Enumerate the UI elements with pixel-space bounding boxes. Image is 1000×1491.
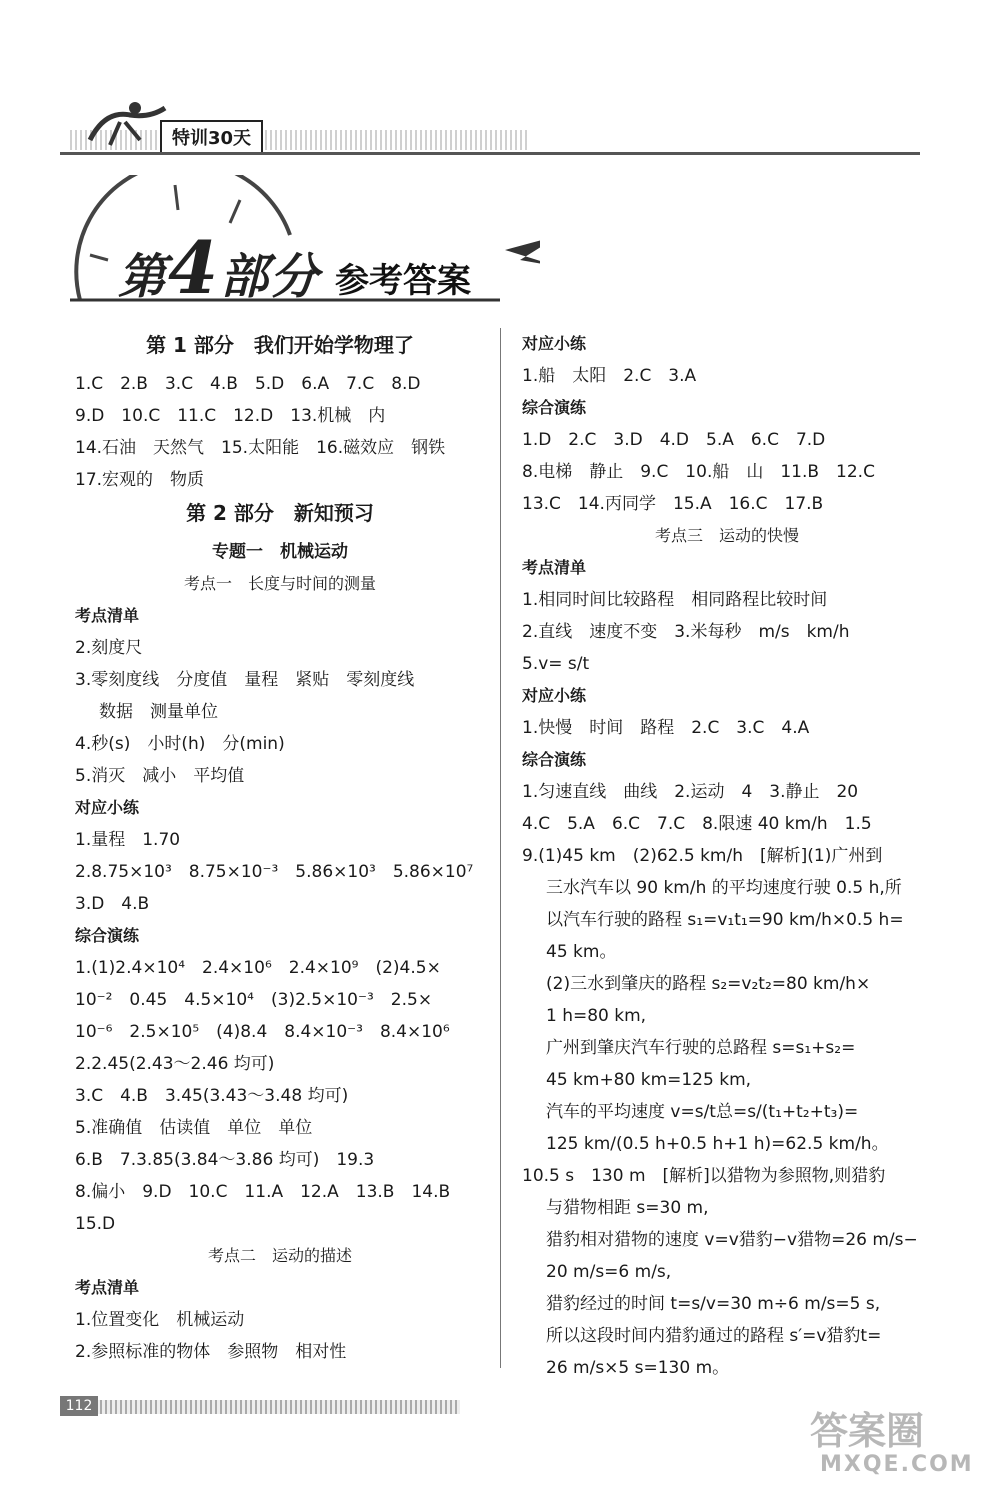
watermark-url: MXQE.COM <box>820 1452 974 1477</box>
watermark-logo: 答案圈 <box>810 1409 925 1453</box>
answer-line: 1.快慢 时间 路程 2.C 3.C 4.A <box>522 718 810 738</box>
answer-line: 2.8.75×10³ 8.75×10⁻³ 5.86×10³ 5.86×10⁷ <box>75 862 474 882</box>
answer-line: 10.5 s 130 m [解析]以猎物为参照物,则猎豹 <box>522 1166 886 1186</box>
part-heading <box>118 225 320 310</box>
answer-line: 9.D 10.C 11.C 12.D 13.机械 内 <box>75 406 386 426</box>
answer-line: 1.C 2.B 3.C 4.B 5.D 6.A 7.C 8.D <box>75 374 421 394</box>
right-column <box>522 328 932 1384</box>
answer-line: 与猎物相距 s=30 m, <box>546 1198 709 1218</box>
answer-line: 10⁻² 0.45 4.5×10⁴ (3)2.5×10⁻³ 2.5× <box>75 990 433 1010</box>
answer-line: 1.船 太阳 2.C 3.A <box>522 366 697 386</box>
part-number: 4 <box>168 225 221 310</box>
answer-line: 3.零刻度线 分度值 量程 紧贴 零刻度线 <box>75 670 415 690</box>
subsection-label: 考点清单 <box>522 558 587 577</box>
answer-line: 4.C 5.A 6.C 7.C 8.限速 40 km/h 1.5 <box>522 814 872 834</box>
answer-line: 2.直线 速度不变 3.米每秒 m/s km/h <box>522 622 850 642</box>
subsection-label: 综合演练 <box>522 398 587 417</box>
subsection-label: 对应小练 <box>522 686 587 705</box>
answer-line: 1.D 2.C 3.D 4.D 5.A 6.C 7.D <box>522 430 826 450</box>
answer-line: 1.匀速直线 曲线 2.运动 4 3.静止 20 <box>522 782 859 802</box>
answer-line: 2.刻度尺 <box>75 638 143 658</box>
answer-line: 4.秒(s) 小时(h) 分(min) <box>75 734 285 754</box>
answer-line: 1 h=80 km, <box>546 1006 647 1026</box>
runner-icon <box>80 100 170 150</box>
answer-line: 2.2.45(2.43～2.46 均可) <box>75 1054 275 1074</box>
column-divider <box>500 328 501 1368</box>
section-heading: 考点一 长度与时间的测量 <box>183 574 376 593</box>
banner-title: 参考答案 <box>335 261 471 301</box>
subsection-label: 对应小练 <box>75 798 140 817</box>
answer-line: 1.(1)2.4×10⁴ 2.4×10⁶ 2.4×10⁹ (2)4.5× <box>75 958 441 978</box>
section-heading: 第 1 部分 我们开始学物理了 <box>146 333 414 357</box>
part-prefix: 第 <box>118 249 169 305</box>
answer-line: 以汽车行驶的路程 s₁=v₁t₁=90 km/h×0.5 h= <box>546 910 904 930</box>
subsection-label: 考点清单 <box>75 1278 140 1297</box>
answer-line: 15.D <box>75 1214 116 1234</box>
answer-line: 5.消灭 减小 平均值 <box>75 766 245 786</box>
answer-line: 猎豹相对猎物的速度 v=v猎豹−v猎物=26 m/s− <box>546 1230 918 1250</box>
answer-line: 3.D 4.B <box>75 894 150 914</box>
left-column <box>75 328 485 1368</box>
section-heading: 考点三 运动的快慢 <box>654 526 799 545</box>
answer-line: 13.C 14.丙同学 15.A 16.C 17.B <box>522 494 824 514</box>
header-rule <box>60 152 920 155</box>
subsection-label: 对应小练 <box>522 334 587 353</box>
section-heading: 专题一 机械运动 <box>212 542 348 562</box>
answer-line: 3.C 4.B 3.45(3.43～3.48 均可) <box>75 1086 349 1106</box>
section-heading: 第 2 部分 新知预习 <box>186 501 374 525</box>
answer-line: 9.(1)45 km (2)62.5 km/h [解析](1)广州到 <box>522 846 883 866</box>
answer-line: 14.石油 天然气 15.太阳能 16.磁效应 钢铁 <box>75 438 446 458</box>
answer-line: 8.偏小 9.D 10.C 11.A 12.A 13.B 14.B <box>75 1182 451 1202</box>
page-footer <box>60 1390 460 1420</box>
answer-line: 8.电梯 静止 9.C 10.船 山 11.B 12.C <box>522 462 875 482</box>
answer-line: 猎豹经过的时间 t=s/v=30 m÷6 m/s=5 s, <box>546 1294 881 1314</box>
subsection-label: 综合演练 <box>522 750 587 769</box>
answer-line: 数据 测量单位 <box>99 702 218 722</box>
answer-line: 17.宏观的 物质 <box>75 470 205 490</box>
answer-line: 20 m/s=6 m/s, <box>546 1262 672 1282</box>
answer-line: 10⁻⁶ 2.5×10⁵ (4)8.4 8.4×10⁻³ 8.4×10⁶ <box>75 1022 450 1042</box>
answer-line: 1.位置变化 机械运动 <box>75 1310 245 1330</box>
answer-line: 广州到肇庆汽车行驶的总路程 s=s₁+s₂= <box>546 1038 856 1058</box>
answer-line: 汽车的平均速度 v=s/t总=s/(t₁+t₂+t₃)= <box>546 1102 859 1122</box>
answer-line: 2.参照标准的物体 参照物 相对性 <box>75 1342 347 1362</box>
answer-line: 45 km。 <box>546 942 617 962</box>
section-banner <box>60 175 540 310</box>
answer-line: 5.v= s/t <box>522 654 590 674</box>
part-suffix: 部分 <box>220 249 321 305</box>
watermark <box>810 1400 990 1490</box>
answer-line: 6.B 7.3.85(3.84～3.86 均可) 19.3 <box>75 1150 375 1170</box>
subsection-label: 考点清单 <box>75 606 140 625</box>
answer-line: 三水汽车以 90 km/h 的平均速度行驶 0.5 h,所 <box>546 878 902 898</box>
footer-bar <box>60 1400 460 1414</box>
answer-line: 5.准确值 估读值 单位 单位 <box>75 1118 313 1138</box>
answer-line: 1.量程 1.70 <box>75 830 181 850</box>
answer-line: 1.相同时间比较路程 相同路程比较时间 <box>522 590 828 610</box>
answer-line: 125 km/(0.5 h+0.5 h+1 h)=62.5 km/h。 <box>546 1134 889 1154</box>
header-badge: 特训30天 <box>160 120 263 154</box>
answer-line: 所以这段时间内猎豹通过的路程 s′=v猎豹t= <box>546 1326 882 1346</box>
page-header <box>60 100 920 160</box>
subsection-label: 综合演练 <box>75 926 140 945</box>
section-heading: 考点二 运动的描述 <box>207 1246 352 1265</box>
page-number: 112 <box>60 1396 98 1416</box>
answer-line: 45 km+80 km=125 km, <box>546 1070 752 1090</box>
answer-line: 26 m/s×5 s=130 m。 <box>546 1358 730 1378</box>
answer-line: (2)三水到肇庆的路程 s₂=v₂t₂=80 km/h× <box>546 974 871 994</box>
